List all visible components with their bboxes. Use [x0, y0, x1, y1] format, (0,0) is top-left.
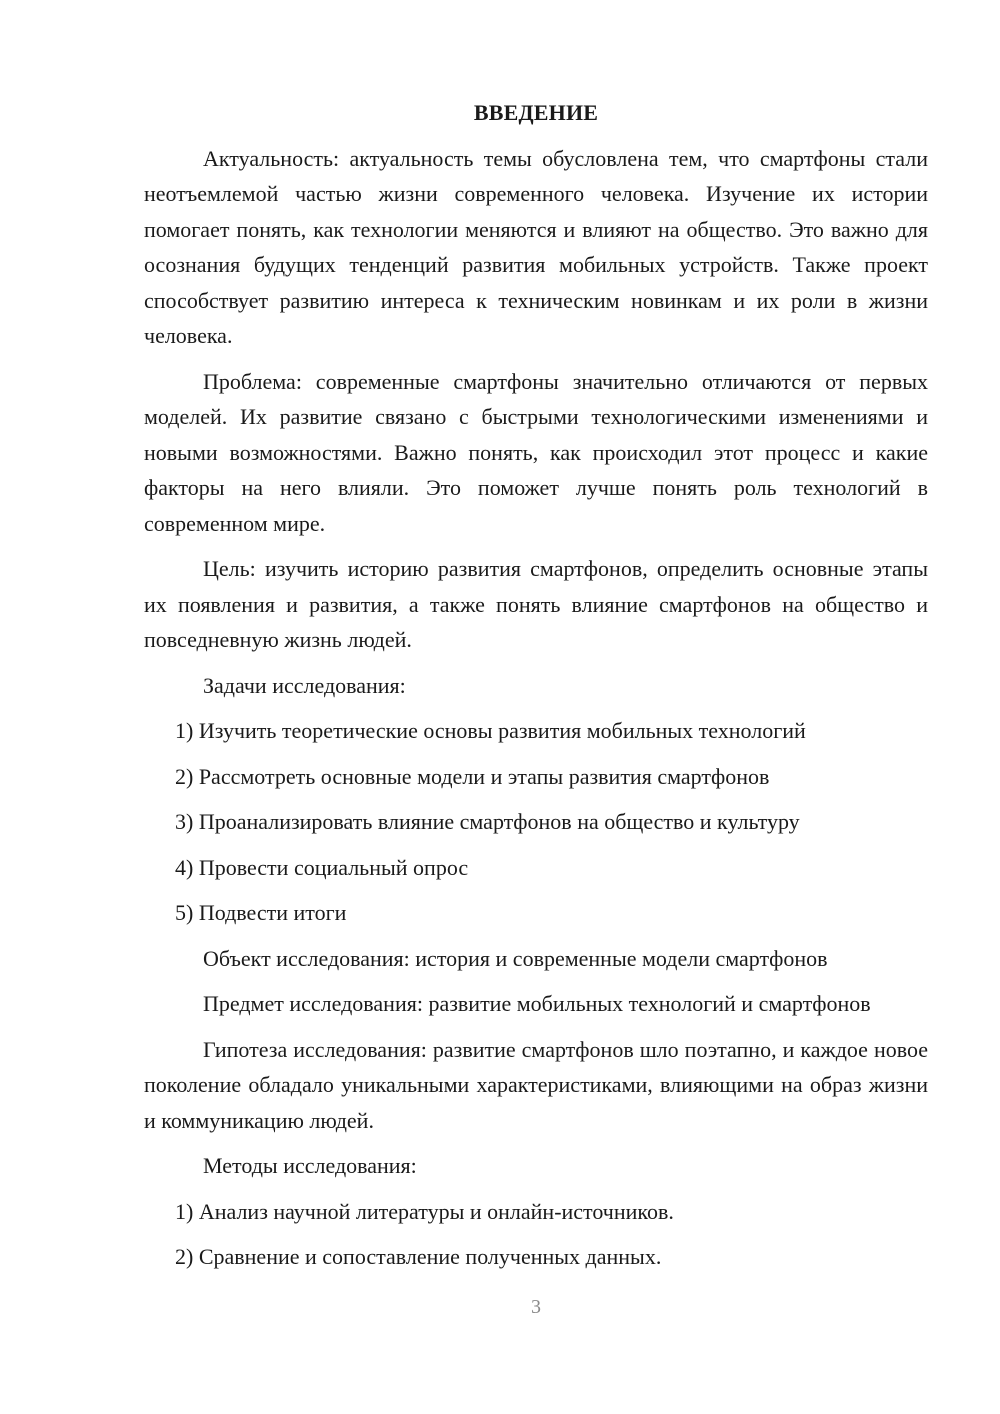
object-line: Объект исследования: история и современные модели смартфонов	[203, 945, 828, 971]
list-item: 4) Провести социальный опрос	[175, 854, 469, 880]
list-item: 5) Подвести итоги	[175, 900, 347, 925]
hypothesis-paragraph: Гипотеза исследования: развитие смартфонов шло поэтапно, и каждое новое поколение обладало уникальными характеристиками, влияющими на образ жизни и коммуникацию людей.	[144, 1036, 928, 1133]
subject-paragraph: Предмет исследования: развитие мобильных технологий и смартфонов	[203, 991, 871, 1016]
list-item: 1) Изучить теоретические основы развития мобильных технологий	[175, 718, 806, 743]
list-item: 2) Сравнение и сопоставление полученных данных.	[175, 1244, 662, 1269]
tasks-list	[144, 713, 928, 931]
methods-heading: Методы исследования:	[203, 1153, 417, 1178]
relevance-paragraph: Актуальность: актуальность темы обусловлена тем, что смартфоны стали неотъемлемой частью жизни современного человека. Изучение их истории помогает понять, как технологии меняются и влияют на общество. Это важно для осознания будущих тенденций развития мобильных устройств. Также проект способствует развитию интереса к техническим новинкам и их роли в жизни человека.	[144, 145, 928, 348]
methods-list	[144, 1194, 928, 1275]
list-item: 2) Рассмотреть основные модели и этапы развития смартфонов	[175, 763, 770, 789]
tasks-heading: Задачи исследования:	[203, 672, 406, 698]
list-item: 1) Анализ научной литературы и онлайн-источников.	[175, 1198, 674, 1224]
page-number: 3	[531, 1296, 541, 1318]
goal-paragraph: Цель: изучить историю развития смартфонов, определить основные этапы их появления и развития, а также понять влияние смартфонов на общество и повседневную жизнь людей.	[144, 556, 928, 652]
problem-paragraph: Проблема: современные смартфоны значительно отличаются от первых моделей. Их развитие связано с быстрыми технологическими изменениями и новыми возможностями. Важно понять, как происходил этот процесс и какие факторы на него влияли. Это поможет лучше понять роль технологий в современном мире.	[144, 368, 928, 536]
list-item: 3) Проанализировать влияние смартфонов на общество и культуру	[175, 809, 800, 834]
document-body	[144, 95, 928, 1285]
section-title: ВВЕДЕНИЕ	[473, 100, 599, 125]
